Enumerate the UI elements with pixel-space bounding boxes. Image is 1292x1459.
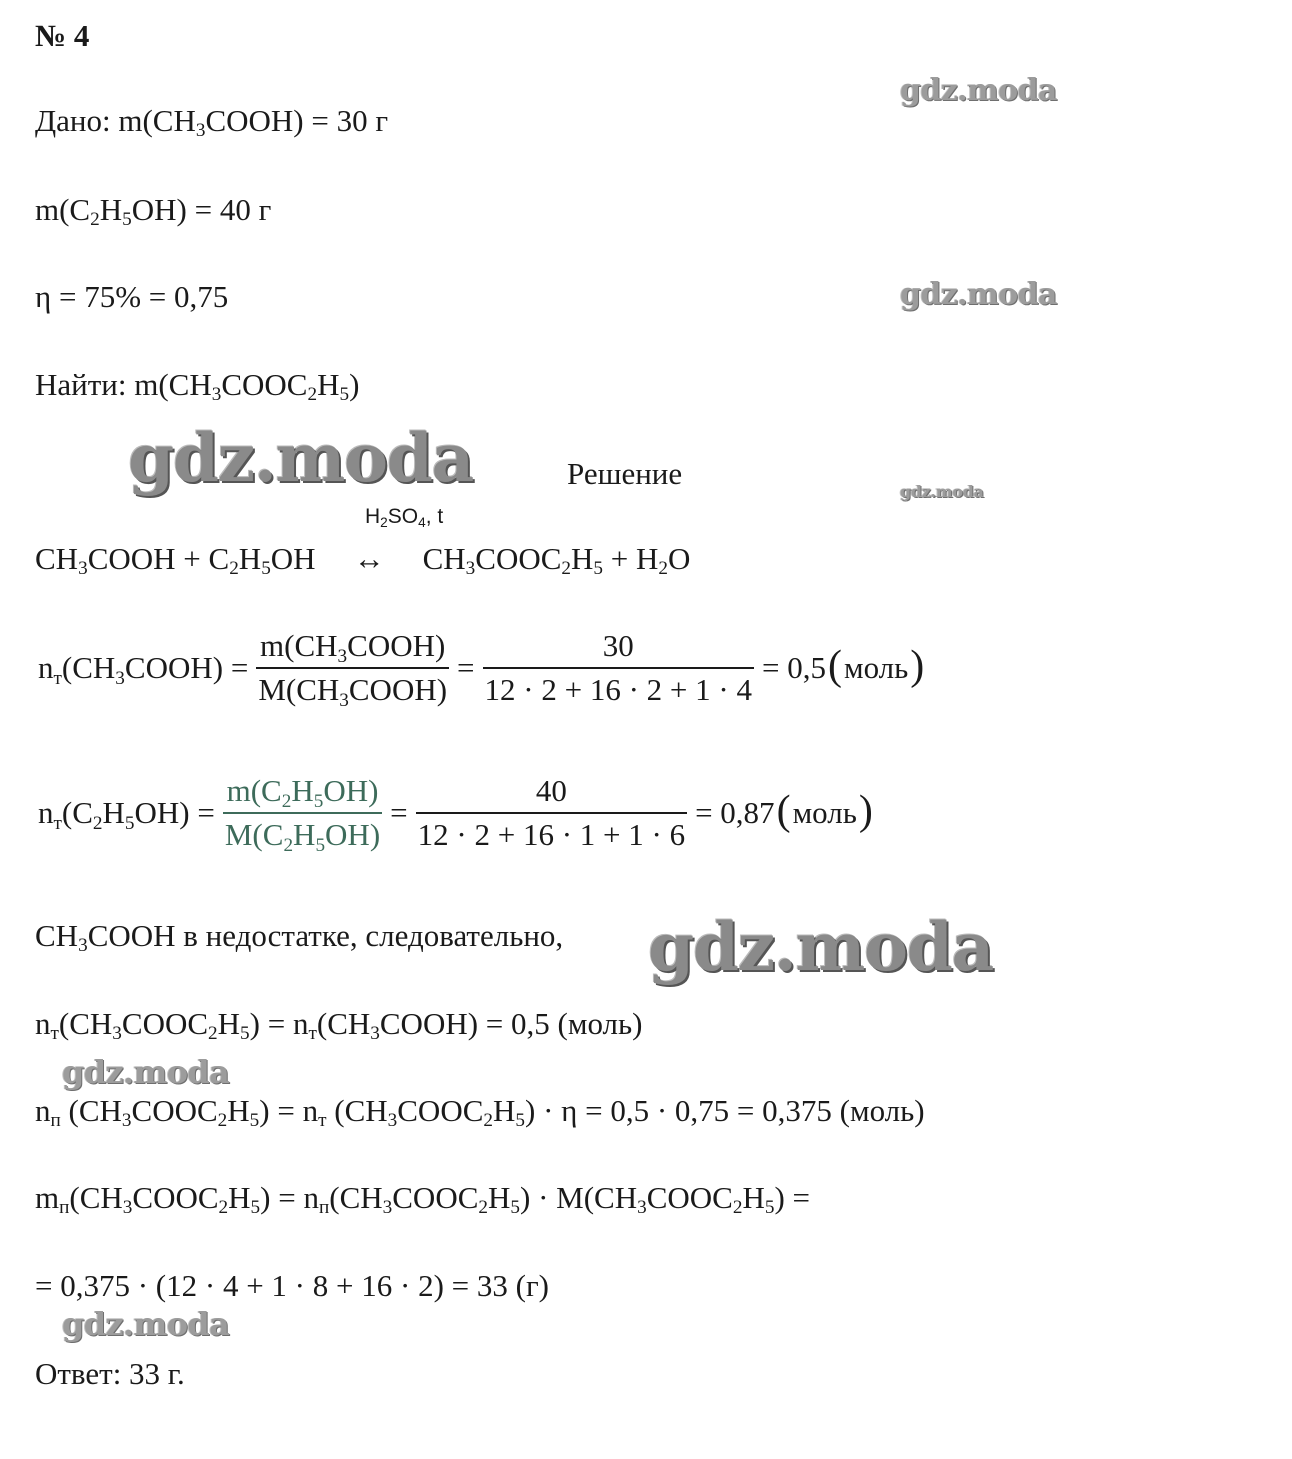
given-acid-mass: Дано: m(CH3COOH) = 30 г xyxy=(35,103,389,142)
practical-moles-ester: nп (CH3COOC2H5) = nт (CH3COOC2H5) · η = 0,5 · 0,75 = 0,375 (моль) xyxy=(35,1093,925,1132)
moles-acid-equation: nт(CH3COOH) = $\frac{\text{m(CH3COOH)}}{\text{M(CH3COOH)}}$ = $\frac{30}{12 \cdot 2 + 16 \cdot 2 + 1 \cdot 4}$ = 0,5 ( моль ) xyxy=(38,628,925,711)
theoretical-moles-ester: nт(CH3COOC2H5) = nт(CH3COOH) = 0,5 (моль) xyxy=(35,1006,643,1045)
answer-line: Ответ: 33 г. xyxy=(35,1356,185,1391)
watermark-logo: gdz.moda xyxy=(648,908,993,986)
catalyst-label: H2SO4, t xyxy=(365,505,444,531)
watermark-logo: gdz.moda xyxy=(900,73,1057,108)
watermark-logo: gdz.moda xyxy=(62,1305,230,1343)
moles-ethanol-equation: nт(C2H5OH) = $\frac{m(C2H5OH)}{M(C2H5OH)}$ = $\frac{40}{12 \cdot 2 + 16 \cdot 1 + 1 \cdot 6}$ = 0,87 ( моль ) xyxy=(38,773,873,856)
practical-mass-ester: mп(CH3COOC2H5) = nп(CH3COOC2H5) · M(CH3COOC2H5) = xyxy=(35,1180,811,1219)
find-line: Найти: m(CH3COOC2H5) xyxy=(35,367,360,406)
equilibrium-arrow: ↔ xyxy=(353,541,385,576)
problem-number: № 4 xyxy=(35,18,90,53)
fraction-mass-over-molar-mass: $\frac{\text{m(CH3COOH)}}{\text{M(CH3COOH)}}$ xyxy=(258,628,448,711)
given-yield: η = 75% = 0,75 xyxy=(35,279,229,314)
reaction-equation: CH3COOH + C2H5OH ↔ CH3COOC2H5 + H2O xyxy=(35,541,691,580)
fraction-mass-over-molar-mass: $\frac{m(C2H5OH)}{M(C2H5OH)}$ xyxy=(224,773,381,856)
fraction-numeric: $\frac{40}{12 \cdot 2 + 16 \cdot 1 + 1 \cdot 6}$ xyxy=(417,773,686,852)
mass-calculation: = 0,375 · (12 · 4 + 1 · 8 + 16 · 2) = 33 (г) xyxy=(35,1268,549,1303)
watermark-logo: gdz.moda xyxy=(128,419,473,497)
watermark-logo: gdz.moda xyxy=(900,277,1057,312)
watermark-logo: gdz.moda xyxy=(62,1053,230,1091)
watermark-logo: gdz.moda xyxy=(900,482,984,501)
deficit-statement: CH3COOH в недостатке, следовательно, xyxy=(35,918,564,957)
fraction-numeric: $\frac{30}{12 \cdot 2 + 16 \cdot 2 + 1 \cdot 4}$ xyxy=(484,628,752,707)
given-ethanol-mass: m(C2H5OH) = 40 г xyxy=(35,192,272,231)
solution-title: Решение xyxy=(567,456,683,491)
